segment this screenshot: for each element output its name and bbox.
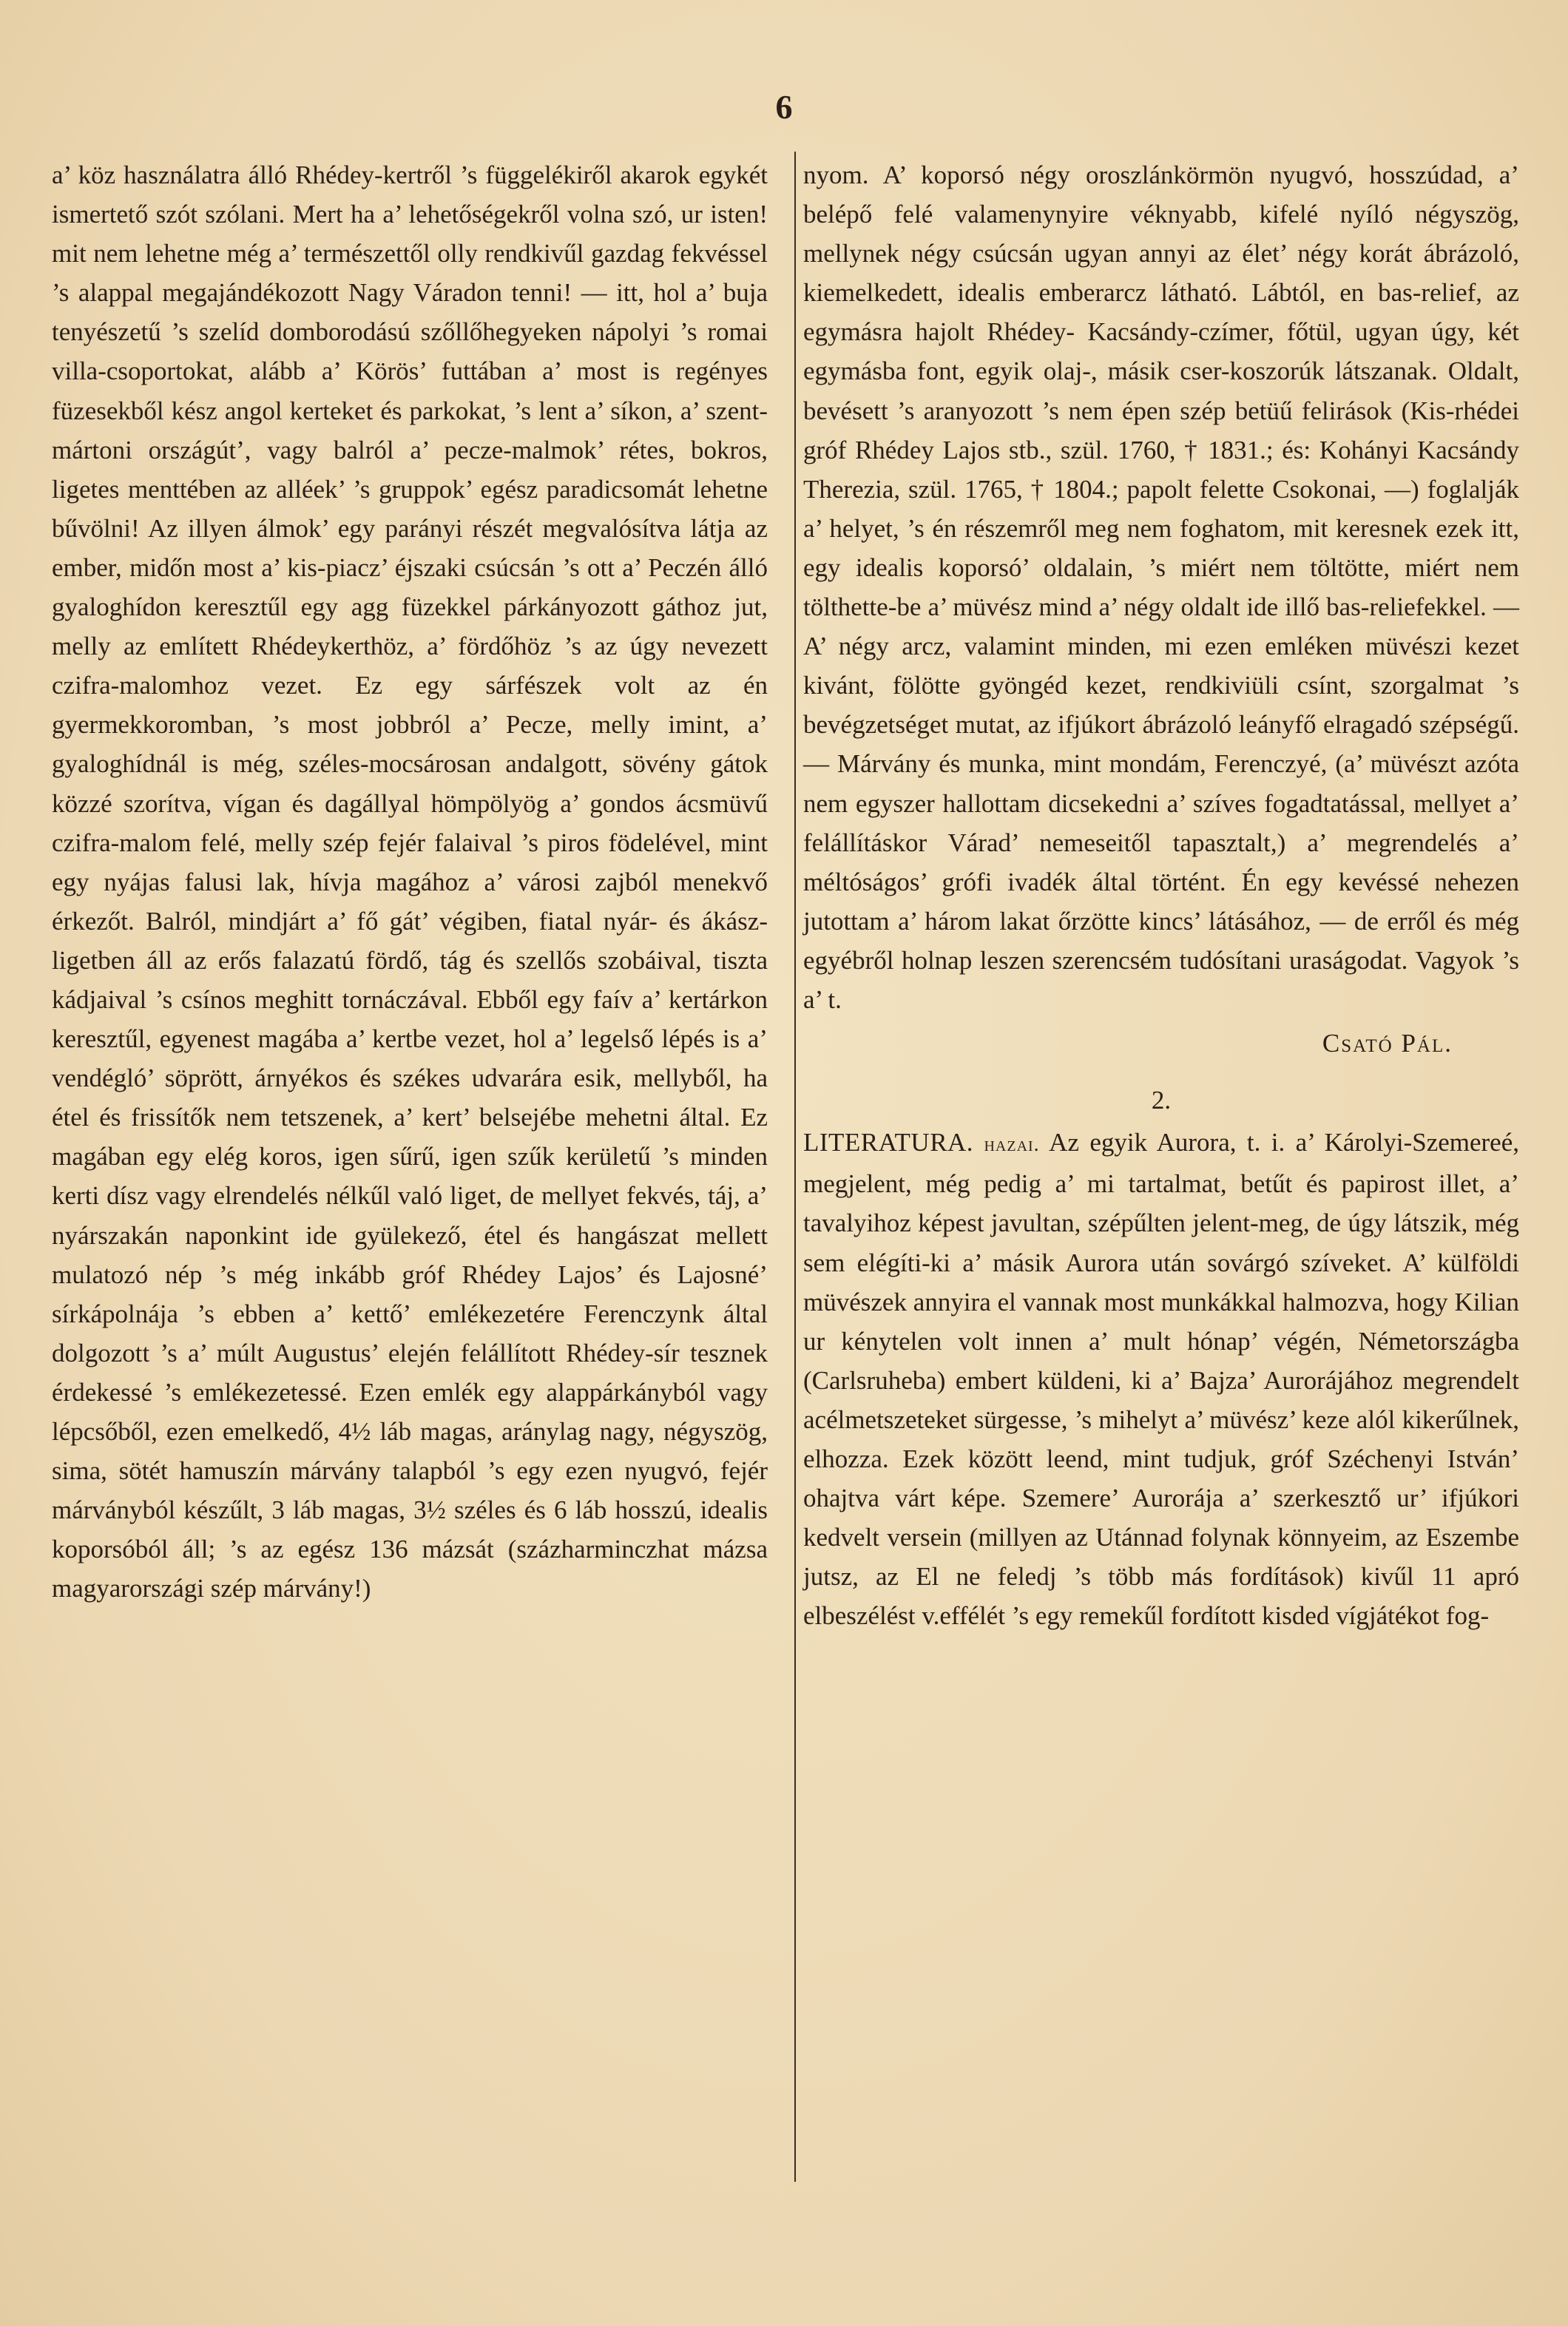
right-column	[803, 155, 1519, 1635]
author-signature: Csató Pál.	[1322, 1029, 1453, 1058]
section-title: LITERATURA.	[803, 1128, 974, 1157]
column-divider	[794, 152, 796, 2182]
section-subtitle: hazai.	[984, 1133, 1040, 1157]
section-paragraph	[803, 1123, 1519, 1635]
section-text: Az egyik Aurora, t. i. a’ Károlyi-Szemereé, megjelent, még pedig a’ mi tartalmat, betűt és papirost illet, a’ tavalyihoz képest javultan, szépűlten jelent-meg, de úgy látszik, még sem elégíti-ki a’ másik Aurora után sovárgó szíveket. A’ külföldi müvészek annyira el vannak most munkákkal halmozva, hogy Kilian ur kénytelen volt innen a’ mult hónap’ végén, Németországba (Carlsruheba) embert küldeni, ki a’ Bajza’ Aurorájához megrendelt acélmetszeteket sürgesse, ’s mihelyt a’ müvész’ keze alól kikerűlnek, elhozza. Ezek között leend, mint tudjuk, gróf Széchenyi István’ ohajtva várt képe. Szemere’ Aurorája a’ szerkesztő ur’ ifjúkori kedvelt versein (millyen az Utánnad folynak könnyeim, az Eszembe jutsz, az El ne feledj ’s több más fordítások) kivűl 11 apró elbeszélést v.effélét ’s egy remekűl fordított kisded vígjátékot fog-	[803, 1128, 1519, 1631]
left-column-paragraph: a’ köz használatra álló Rhédey-kertről ’s függelékiről akarok egykét ismertető szót szólani. Mert ha a’ lehetőségekről volna szó, ur isten! mit nem lehetne még a’ természettől olly rendkivűl gazdag fekvéssel ’s alappal megajándékozott Nagy Váradon tenni! — itt, hol a’ buja tenyészetű ’s szelíd domborodású szőllőhegyeken nápolyi ’s romai villa-csoportokat, alább a’ Körös’ futtában a’ most is regényes füzesekből kész angol kerteket és parkokat, ’s lent a’ síkon, a’ szent-mártoni országút’, vagy balról a’ pecze-malmok’ rétes, bokros, ligetes menttében az alléek’ ’s gruppok’ egész paradicsomát lehetne bűvölni! Az illyen álmok’ egy parányi részét megvalósítva látja az ember, midőn most a’ kis-piacz’ éjszaki csúcsán ’s ott a’ Peczén álló gyaloghídon keresztűl egy agg füzekkel párkányozott gáthoz jut, melly az említett Rhédeykerthöz, a’ fördőhöz ’s az úgy nevezett czifra-malomhoz vezet. Ez egy sárfészek volt az én gyermekkoromban, ’s most jobbról a’ Pecze, melly imint, a’ gyaloghídnál is még, széles-mocsárosan andalgott, sövény gátok közzé szorítva, vígan és dagállyal hömpölyög a’ gondos ácsmüvű czifra-malom felé, melly szép fejér falaival ’s piros födelével, mint egy nyájas falusi lak, hívja magához a’ városi zajból menekvő érkezőt. Balról, mindjárt a’ fő gát’ végiben, fiatal nyár- és ákász-ligetben áll az erős falazatú fördő, tág és szellős szobáival, tiszta kádjaival ’s csínos meghitt tornáczával. Ebből egy faív a’ kertárkon keresztűl, egyenest magába a’ kertbe vezet, hol a’ legelső lépés is a’ vendégló’ söprött, árnyékos és székes udvarára esik, mellyből, ha étel és frissítők nem tetszenek, a’ kert’ belsejébe mehetni által. Ez magában egy elég koros, igen sűrű, igen szűk kerületű ’s minden kerti dísz vagy elrendelés nélkűl való liget, de mellyet fekvés, táj, a’ nyárszakán naponkint ide gyülekező, étel és hangászat mellett mulatozó nép ’s még inkább gróf Rhédey Lajos’ és Lajosné’ sírkápolnája ’s ebben a’ kettő’ emlékezetére Ferenczynk által dolgozott ’s a’ múlt Augustus’ elején felállított Rhédey-sír tesznek érdekessé ’s emlékezetessé. Ezen emlék egy alappárkányból vagy lépcsőből, ezen emelkedő, 4½ láb magas, aránylag nagy, négyszög, sima, sötét hamuszín márvány talapból ’s egy ezen nyugvó, fejér márványból készűlt, 3 láb magas, 3½ széles és 6 láb hosszú, idealis koporsóból áll; ’s az egész 136 mázsát (százharminczhat mázsa magyarországi szép márvány!)	[52, 160, 768, 1603]
page-number: 6	[775, 88, 793, 126]
section-number: 2.	[1151, 1086, 1172, 1115]
right-column-paragraph: nyom. A’ koporsó négy oroszlánkörmön nyugvó, hosszúdad, a’ belépő felé valamenynyire véknyabb, kifelé nyíló négyszög, mellynek négy csúcsán ugyan annyi az élet’ négy korát ábrázoló, kiemelkedett, idealis emberarcz látható. Lábtól, en bas-relief, az egymásra hajolt Rhédey- Kacsándy-czímer, főtül, ugyan úgy, két egymásba font, egyik olaj-, másik cser-koszorúk látszanak. Oldalt, bevésett ’s aranyozott ’s nem épen szép betüű felirások (Kis-rhédei gróf Rhédey Lajos stb., szül. 1760, † 1831.; és: Kohányi Kacsándy Therezia, szül. 1765, † 1804.; papolt felette Csokonai, —) foglalják a’ helyet, ’s én részemről meg nem foghatom, mit keresnek ezek itt, egy idealis koporsó’ oldalain, ’s miért nem töltötte, miért nem tölthette-be a’ müvész mind a’ négy oldalt ide illő bas-reliefekkel. — A’ négy arcz, valamint minden, mi ezen emléken müvészi kezet kivánt, fölötte gyöngéd kezet, rendkiviüli csínt, szorgalmat ’s bevégzetséget mutat, az ifjúkort ábrázoló leányfő elragadó szépségű. — Márvány és munka, mint mondám, Ferenczyé, (a’ müvészt azóta nem egyszer hallottam dicsekedni a’ szíves fogadtatással, mellyet a’ felállításkor Várad’ nemeseitől tapasztalt,) a’ megrendelés a’ méltóságos’ grófi ivadék által történt. Én egy kevéssé nehezen jutottam a’ három lakat őrzötte kincs’ látásához, — de erről és még egyébről holnap leszen szerencsém tudósítani uraságodat. Vagyok ’s a’ t.	[803, 160, 1519, 1014]
left-column	[52, 155, 768, 1608]
